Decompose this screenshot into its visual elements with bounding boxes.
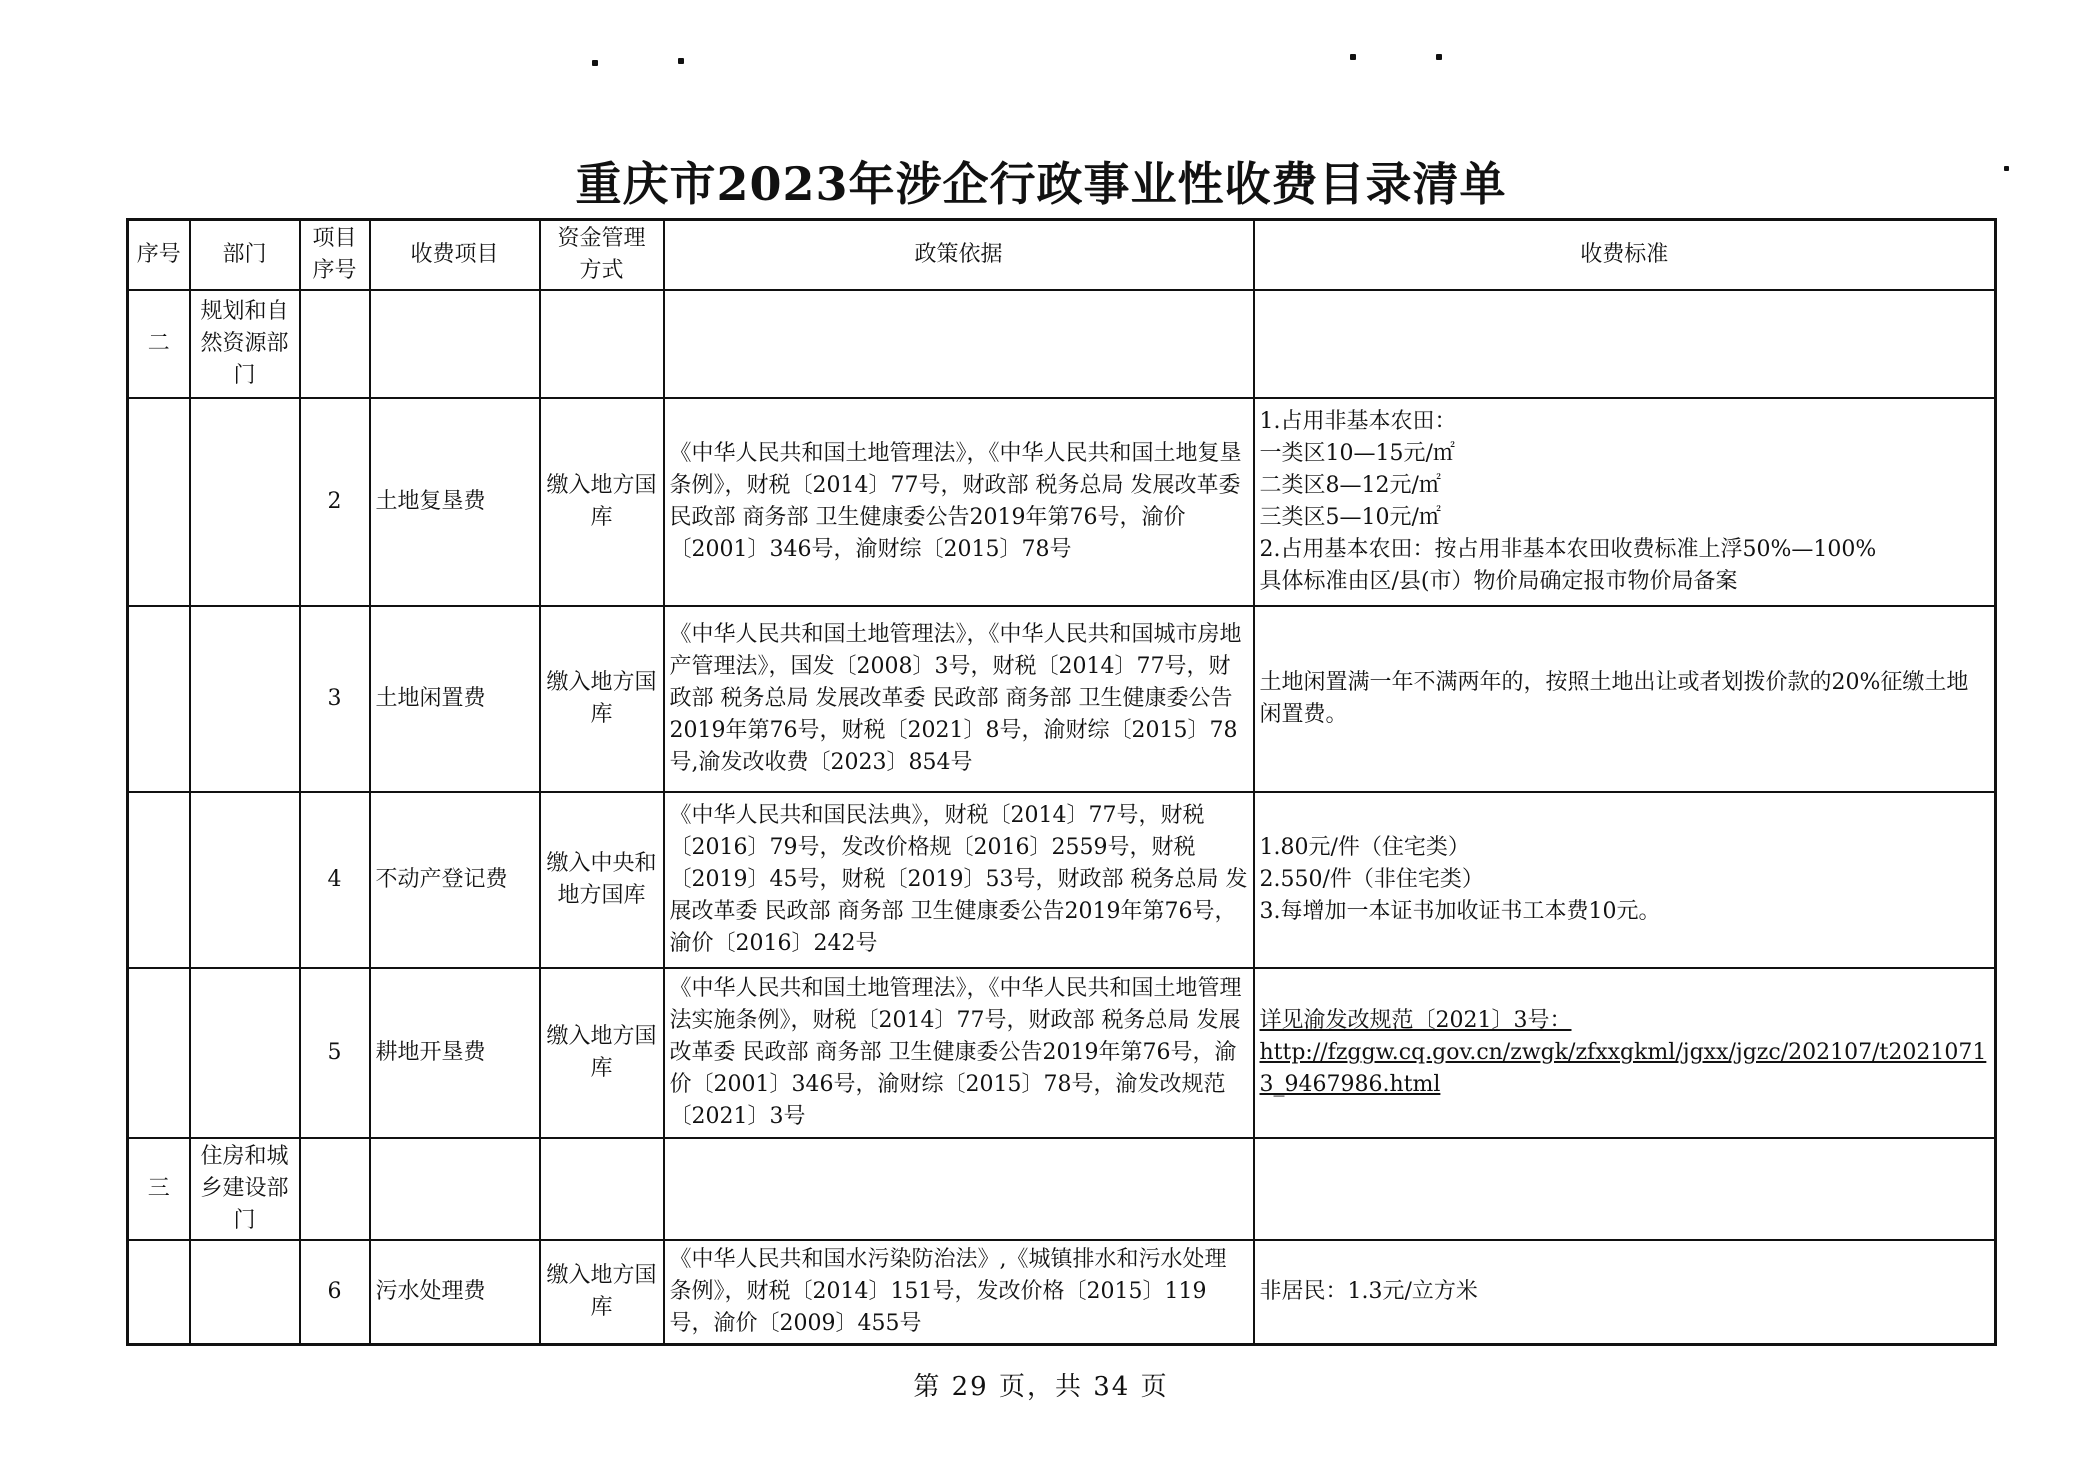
fee-item: 土地复垦费 <box>370 398 540 606</box>
header-seq: 序号 <box>128 220 190 291</box>
scan-speck <box>678 58 684 64</box>
table-header-row <box>128 220 1996 291</box>
table-row <box>128 1240 1996 1344</box>
fee-item: 土地闲置费 <box>370 606 540 792</box>
item-seq: 2 <box>300 398 370 606</box>
fee-standard: 1.80元/件（住宅类） 2.550/件（非住宅类） 3.每增加一本证书加收证书工本费10元。 <box>1254 792 1996 968</box>
standard-reference-text: 详见渝发改规范〔2021〕3号： <box>1259 1008 1572 1033</box>
item-seq: 4 <box>300 792 370 968</box>
item-seq: 5 <box>300 968 370 1138</box>
fee-catalog-table <box>126 218 1997 1346</box>
policy-basis: 《中华人民共和国土地管理法》，《中华人民共和国土地复垦条例》，财税〔2014〕77号，财政部 税务总局 发展改革委 民政部 商务部 卫生健康委公告2019年第76号，渝价〔2001〕346号，渝财综〔2015〕78号 <box>664 398 1254 606</box>
table-row <box>128 398 1996 606</box>
section-dept: 住房和城乡建设部门 <box>190 1138 300 1240</box>
scan-speck <box>1350 54 1356 60</box>
scan-speck <box>1436 54 1442 60</box>
header-item-seq: 项目 序号 <box>300 220 370 291</box>
table-row <box>128 792 1996 968</box>
fee-standard: 1.占用非基本农田： 一类区10—15元/㎡ 二类区8—12元/㎡ 三类区5—10元/㎡ 2.占用基本农田：按占用非基本农田收费标准上浮50%—100% 具体标准由区/县(市）物价局确定报市物价局备案 <box>1254 398 1996 606</box>
fund-method: 缴入地方国库 <box>540 606 664 792</box>
policy-basis: 《中华人民共和国水污染防治法》,《城镇排水和污水处理条例》，财税〔2014〕151号，发改价格〔2015〕119号，渝价〔2009〕455号 <box>664 1240 1254 1344</box>
section-seq: 二 <box>128 290 190 398</box>
page-number: 第 29 页，共 34 页 <box>913 1372 1169 1402</box>
header-standard: 收费标准 <box>1254 220 1996 291</box>
policy-basis: 《中华人民共和国土地管理法》，《中华人民共和国城市房地产管理法》，国发〔2008〕3号，财税〔2014〕77号，财政部 税务总局 发展改革委 民政部 商务部 卫生健康委公告2019年第76号，财税〔2021〕8号，渝财综〔2015〕78号,渝发改收费〔2023〕854号 <box>664 606 1254 792</box>
document-title: 重庆市2023年涉企行政事业性收费目录清单 <box>575 157 1507 211</box>
header-dept: 部门 <box>190 220 300 291</box>
table-row <box>128 968 1996 1138</box>
header-fund: 资金管理 方式 <box>540 220 664 291</box>
fee-item: 耕地开垦费 <box>370 968 540 1138</box>
standard-reference-link[interactable]: http://fzggw.cq.gov.cn/zwgk/zfxxgkml/jgxx/jgzc/202107/t20210713_9467986.html <box>1259 1040 1987 1097</box>
fund-method: 缴入中央和地方国库 <box>540 792 664 968</box>
fee-item: 污水处理费 <box>370 1240 540 1344</box>
fund-method: 缴入地方国库 <box>540 968 664 1138</box>
policy-basis: 《中华人民共和国土地管理法》，《中华人民共和国土地管理法实施条例》，财税〔2014〕77号，财政部 税务总局 发展改革委 民政部 商务部 卫生健康委公告2019年第76号，渝价〔2001〕346号，渝财综〔2015〕78号，渝发改规范〔2021〕3号 <box>664 968 1254 1138</box>
header-basis: 政策依据 <box>664 220 1254 291</box>
scan-speck <box>592 60 598 66</box>
fee-standard: 土地闲置满一年不满两年的，按照土地出让或者划拨价款的20%征缴土地闲置费。 <box>1254 606 1996 792</box>
header-item: 收费项目 <box>370 220 540 291</box>
fund-method: 缴入地方国库 <box>540 398 664 606</box>
fee-standard: 非居民：1.3元/立方米 <box>1254 1240 1996 1344</box>
fee-standard <box>1254 968 1996 1138</box>
item-seq: 3 <box>300 606 370 792</box>
fee-item: 不动产登记费 <box>370 792 540 968</box>
section-row <box>128 290 1996 398</box>
policy-basis: 《中华人民共和国民法典》，财税〔2014〕77号，财税〔2016〕79号，发改价格规〔2016〕2559号，财税〔2019〕45号，财税〔2019〕53号，财政部 税务总局 发展改革委 民政部 商务部 卫生健康委公告2019年第76号，渝价〔2016〕242号 <box>664 792 1254 968</box>
section-row <box>128 1138 1996 1240</box>
fund-method: 缴入地方国库 <box>540 1240 664 1344</box>
table-row <box>128 606 1996 792</box>
item-seq: 6 <box>300 1240 370 1344</box>
section-seq: 三 <box>128 1138 190 1240</box>
section-dept: 规划和自然资源部门 <box>190 290 300 398</box>
